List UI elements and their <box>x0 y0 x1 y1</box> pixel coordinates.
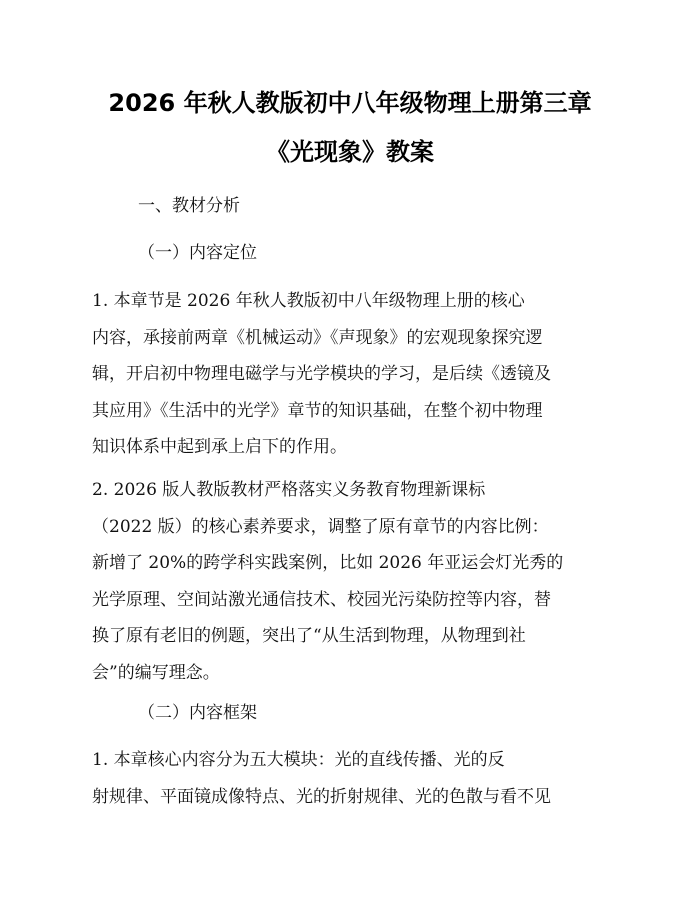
paragraph-1-line: 内容，承接前两章《机械运动》《声现象》的宏观现象探究逻 <box>92 327 543 348</box>
document-title-line-2: 《光现象》教案 <box>266 138 434 166</box>
paragraph-2-line: 会”的编写理念。 <box>92 662 220 683</box>
paragraph-1-line: 辑，开启初中物理电磁学与光学模块的学习，是后续《透镜及 <box>92 364 551 385</box>
paragraph-1-line: 其应用》《生活中的光学》章节的知识基础，在整个初中物理 <box>92 400 543 421</box>
paragraph-2-line: 光学原理、空间站激光通信技术、校园光污染防控等内容，替 <box>92 589 551 610</box>
subsection-heading-content-framework: （二）内容框架 <box>138 703 257 723</box>
section-heading-textbook-analysis: 一、教材分析 <box>138 196 240 216</box>
paragraph-3-line: 1. 本章核心内容分为五大模块：光的直线传播、光的反 <box>92 750 505 770</box>
subsection-heading-content-positioning: （一）内容定位 <box>138 243 257 263</box>
paragraph-3 <box>92 742 612 815</box>
paragraph-2-line: 换了原有老旧的例题，突出了“从生活到物理，从物理到社 <box>92 626 526 647</box>
paragraph-2-line: （2022 版）的核心素养要求，调整了原有章节的内容比例： <box>92 516 549 537</box>
paragraph-1 <box>92 283 612 466</box>
document-title-line-1: 2026 年秋人教版初中八年级物理上册第三章 <box>108 89 592 117</box>
paragraph-3-line: 射规律、平面镜成像特点、光的折射规律、光的色散与看不见 <box>92 786 551 807</box>
paragraph-2-line: 新增了 20%的跨学科实践案例，比如 2026 年亚运会灯光秀的 <box>92 553 564 574</box>
paragraph-1-line: 知识体系中起到承上启下的作用。 <box>92 437 347 458</box>
paragraph-2 <box>92 472 612 692</box>
paragraph-1-line: 1. 本章节是 2026 年秋人教版初中八年级物理上册的核心 <box>92 291 525 311</box>
paragraph-2-line: 2. 2026 版人教版教材严格落实义务教育物理新课标 <box>92 480 486 500</box>
